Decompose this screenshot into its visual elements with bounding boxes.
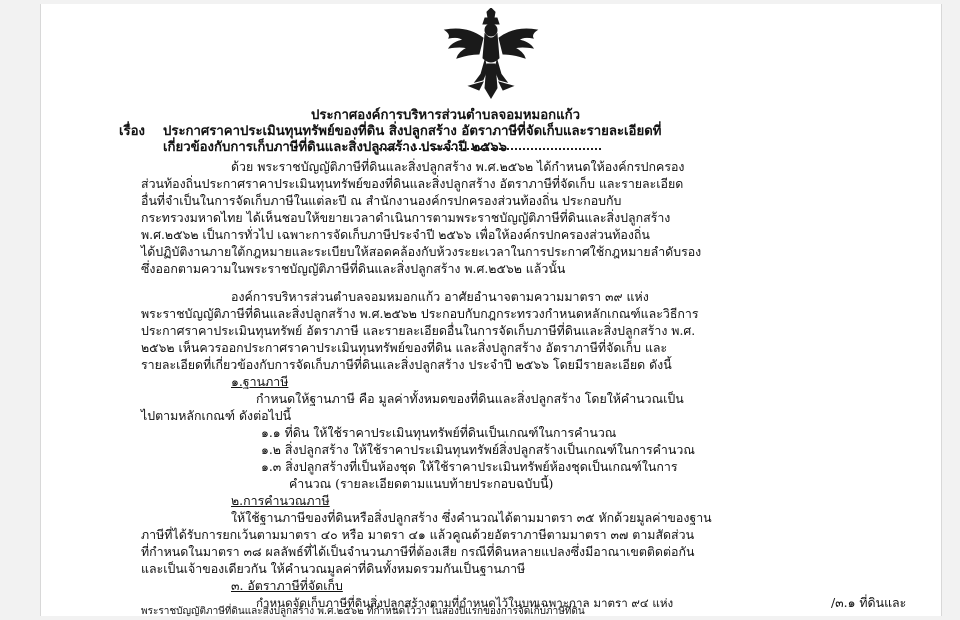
list-item: ๑.๓ สิ่งปลูกสร้างที่เป็นห้องชุด ให้ใช้ราคาประเมินทรัพย์ห้องชุดเป็นเกณฑ์ในการ	[261, 459, 678, 474]
body-line: และเป็นเจ้าของเดียวกัน ให้คำนวณมูลค่าที่ดินทั้งหมดรวมกันเป็นฐานภาษี	[141, 561, 526, 576]
body-line: กระทรวงมหาดไทย ได้เห็นชอบให้ขยายเวลาดำเนินการตามพระราชบัญญัติภาษีที่ดินและสิ่งปลูกสร้าง	[141, 210, 671, 225]
list-item: คำนวณ (รายละเอียดตามแนบท้ายประกอบฉบับนี้)	[289, 476, 554, 491]
list-item: ๑.๑ ที่ดิน ให้ใช้ราคาประเมินทุนทรัพย์ที่ดินเป็นเกณฑ์ในการคำนวณ	[261, 425, 617, 440]
body-line: กำหนดจัดเก็บภาษีที่ดินสิ่งปลูกสร้างตามที่กำหนดไว้ในบทเฉพาะกาล มาตรา ๙๔ แห่ง	[256, 596, 674, 610]
body-line: ไปตามหลักเกณฑ์ ดังต่อไปนี้	[141, 408, 292, 423]
body-line: พ.ศ.๒๕๖๒ เป็นการทั่วไป เฉพาะการจัดเก็บภาษีประจำปี ๒๕๖๖ เพื่อให้องค์กรปกครองส่วนท้องถิ่น	[141, 227, 650, 242]
body-line: รายละเอียดที่เกี่ยวข้องกับการจัดเก็บภาษีที่ดินและสิ่งปลูกสร้าง ประจำปี ๒๕๖๖ โดยมีรายละเอียด ดังนี้	[141, 357, 672, 372]
list-item: ๑.๒ สิ่งปลูกสร้าง ให้ใช้ราคาประเมินทุนทรัพย์สิ่งปลูกสร้างเป็นเกณฑ์ในการคำนวณ	[261, 442, 695, 457]
body-line: กำหนดให้ฐานภาษี คือ มูลค่าทั้งหมดของที่ดินและสิ่งปลูกสร้าง โดยให้คำนวณเป็น	[256, 391, 684, 406]
document-page	[40, 4, 942, 616]
body-line: ประกาศราคาประเมินทุนทรัพย์ อัตราภาษี และรายละเอียดอื่นในการจัดเก็บภาษีที่ดินและสิ่งปลูกสร้าง พ.ศ.	[141, 323, 696, 338]
section-heading: ๒.การคำนวณภาษี	[231, 493, 330, 508]
garuda-emblem-icon	[439, 8, 543, 100]
subject-line-1: ประกาศราคาประเมินทุนทรัพย์ของที่ดิน สิ่งปลูกสร้าง อัตราภาษีที่จัดเก็บและรายละเอียดที่	[163, 124, 662, 139]
header-separator	[379, 148, 601, 150]
body-line: ส่วนท้องถิ่นประกาศราคาประเมินทุนทรัพย์ของที่ดินและสิ่งปลูกสร้าง อัตราภาษีที่จัดเก็บ และรายละเอียด	[141, 176, 684, 191]
body-line: ภาษีที่ได้รับการยกเว้นตามมาตรา ๔๐ หรือ มาตรา ๔๑ แล้วคูณด้วยอัตราภาษีตามมาตรา ๓๗ ตามสัดส่วน	[141, 527, 695, 542]
body-line: ซึ่งออกตามความในพระราชบัญญัติภาษีที่ดินและสิ่งปลูกสร้าง พ.ศ.๒๕๖๒ แล้วนั้น	[141, 261, 566, 276]
body-line: ด้วย พระราชบัญญัติภาษีที่ดินและสิ่งปลูกสร้าง พ.ศ.๒๕๖๒ ได้กำหนดให้องค์กรปกครอง	[231, 159, 685, 174]
body-line: พระราชบัญญัติภาษีที่ดินและสิ่งปลูกสร้าง พ.ศ.๒๕๖๒ ประกอบกับกฎกระทรวงกำหนดหลักเกณฑ์และวิธีการ	[141, 306, 699, 321]
section-heading: ๓. อัตราภาษีที่จัดเก็บ	[231, 578, 343, 593]
body-line: ๒๕๖๒ เห็นควรออกประกาศราคาประเมินทุนทรัพย์ของที่ดิน และสิ่งปลูกสร้าง อัตราภาษีที่จัดเก็บ และ	[141, 340, 668, 355]
body-line: ให้ใช้ฐานภาษีของที่ดินหรือสิ่งปลูกสร้าง ซึ่งคำนวณได้ตามมาตรา ๓๕ หักด้วยมูลค่าของฐาน	[231, 510, 712, 525]
organization-title: ประกาศองค์การบริหารส่วนตำบลจอมหมอกแก้ว	[311, 108, 580, 123]
subject-line-2: เกี่ยวข้องกับการเก็บภาษีที่ดินและสิ่งปลูกสร้าง ประจำปี ๒๕๖๖	[163, 140, 507, 155]
body-line: อื่นที่จำเป็นในการจัดเก็บภาษีในแต่ละปี ณ สำนักงานองค์กรปกครองส่วนท้องถิ่น ประกอบกับ	[141, 193, 622, 208]
body-line: ได้ปฏิบัติงานภายใต้กฎหมายและระเบียบให้สอดคล้องกับห้วงระยะเวลาในการประกาศใช้กฎหมายลำดับรอง	[141, 244, 702, 259]
body-line: ที่กำหนดในมาตรา ๓๘ ผลลัพธ์ที่ได้เป็นจำนวนภาษีที่ต้องเสีย กรณีที่ดินหลายแปลงซึ่งมีอาณาเขตติดต่อกัน	[141, 544, 695, 559]
subject-label: เรื่อง	[119, 124, 145, 139]
section-heading: ๑.ฐานภาษี	[231, 374, 289, 389]
body-line: องค์การบริหารส่วนตำบลจอมหมอกแก้ว อาศัยอำนาจตามความมาตรา ๓๙ แห่ง	[231, 289, 649, 304]
continuation-marker: /๓.๑ ที่ดินและ	[831, 595, 907, 610]
body-line: พระราชบัญญัติภาษีที่ดินและสิ่งปลูกสร้าง พ.ศ.๒๕๖๒ ที่กำหนดไว้ว่า ในสองปีแรกของการจัดเก็บภาษีที่ดิน	[141, 606, 585, 617]
